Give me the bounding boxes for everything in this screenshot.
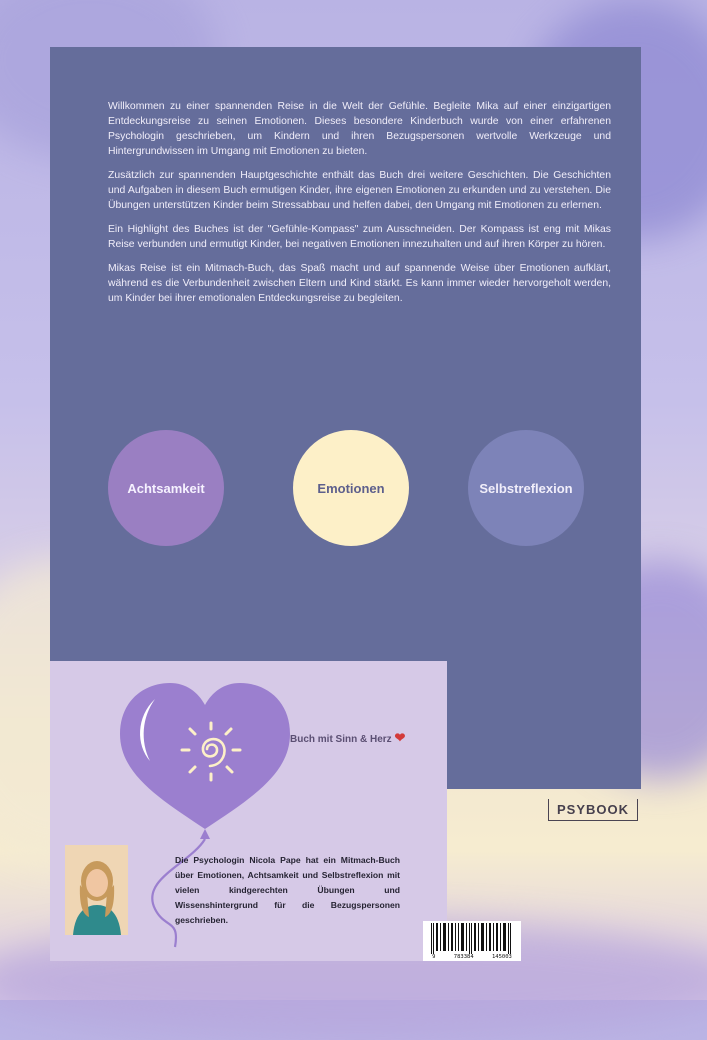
description-paragraph: Ein Highlight des Buches ist der "Gefühle-Kompass" zum Ausschneiden. Der Kompass ist eng mit Mikas Reise verbunden und ermutigt Kinder, bei negativen Emotionen innezuhalten und auf ihren Körper zu hören. <box>108 224 611 250</box>
barcode <box>423 921 521 961</box>
tagline-text: Buch mit Sinn & Herz <box>290 734 392 745</box>
description-text <box>108 99 611 315</box>
topic-circle-achtsamkeit: Achtsamkeit <box>108 430 224 546</box>
barcode-digit-group: 783384 <box>453 954 474 960</box>
publisher-logo-text: PSYBOOK <box>556 802 629 817</box>
topic-circle-selbstreflexion: Selbstreflexion <box>468 430 584 546</box>
tagline <box>290 730 405 746</box>
author-panel <box>50 661 447 961</box>
author-bio: Die Psychologin Nicola Pape hat ein Mitmach-Buch über Emotionen, Achtsamkeit und Selbstreflexion mit vielen kindgerechten Übungen und Wissenshintergrund für die Bezugspersonen geschrieben. <box>175 855 400 925</box>
description-paragraph: Willkommen zu einer spannenden Reise in die Welt der Gefühle. Begleite Mika auf einer einzigartigen Entdeckungsreise zu seinen Emotionen. Dieses besondere Kinderbuch wurde von einer erfahrenen Psychologin geschrieben, um Kindern und ihren Bezugspersonen wertvolle Werkzeuge und Hintergrundwissen im Umgang mit Emotionen zu bieten. <box>108 101 611 157</box>
publisher-logo <box>548 799 638 821</box>
author-portrait <box>65 845 128 935</box>
barcode-bars <box>423 923 521 956</box>
topic-circle-emotionen: Emotionen <box>293 430 409 546</box>
barcode-digit-group: 9 <box>432 954 436 960</box>
barcode-digit-group: 145003 <box>491 954 512 960</box>
red-heart-icon: ❤ <box>394 730 406 745</box>
description-paragraph: Mikas Reise ist ein Mitmach-Buch, das Spaß macht und auf spannende Weise über Emotionen aufklärt, während es die Verbundenheit zwischen Eltern und Kind stärkt. Es kann immer wieder hervorgeholt werden, um Kinder bei ihrer emotionalen Entdeckungsreise zu begleiten. <box>108 263 611 304</box>
barcode-digits <box>423 954 521 960</box>
description-paragraph: Zusätzlich zur spannenden Hauptgeschichte enthält das Buch drei weitere Geschichten. Die Geschichten und Aufgaben in diesem Buch ermutigen Kinder, ihre eigenen Emotionen zu erkunden und zu verstehen. Die Übungen unterstützen Kinder beim Stressabbau und helfen dabei, den Umgang mit Emotionen zu erlernen. <box>108 170 611 211</box>
